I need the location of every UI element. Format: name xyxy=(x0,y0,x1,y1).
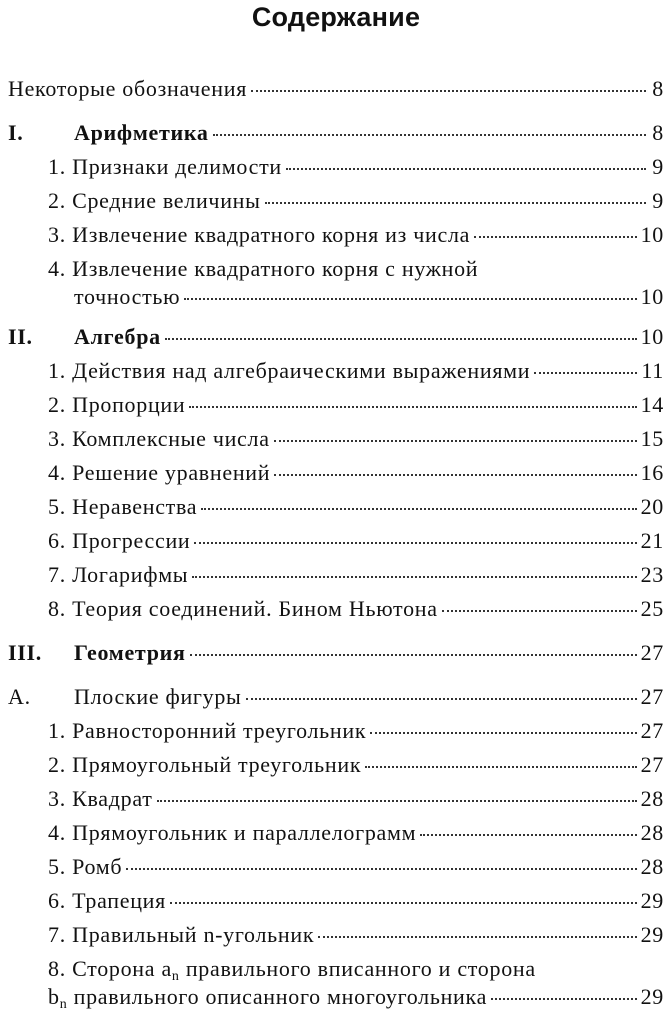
toc-entry[interactable] xyxy=(8,526,664,560)
toc-entry-label: 4. Решение уравнений xyxy=(48,460,271,485)
page-number: 9 xyxy=(652,188,664,213)
page-number: 23 xyxy=(640,562,664,587)
toc-entry-label: 6. Прогрессии xyxy=(48,528,191,553)
page-number: 29 xyxy=(640,922,664,947)
page-number: 28 xyxy=(640,820,664,845)
toc-entry-label: 4. Прямоугольник и параллелограмм xyxy=(48,820,417,845)
toc-entry-label: 5. Неравенства xyxy=(48,494,198,519)
part-numeral: II. xyxy=(8,324,33,349)
dot-leader xyxy=(246,698,637,700)
page-number: 9 xyxy=(652,154,664,179)
toc-entry-label: 2. Пропорции xyxy=(48,392,186,417)
dot-leader xyxy=(474,236,637,238)
toc-entry-label: 2. Средние величины xyxy=(48,188,261,213)
toc-entry-label: 2. Прямоугольный треугольник xyxy=(48,752,362,777)
toc-entry-label: точностью xyxy=(74,284,181,309)
page-number: 21 xyxy=(640,528,664,553)
page-number: 8 xyxy=(652,120,664,145)
dot-leader xyxy=(251,90,646,92)
toc-entry-label: 3. Комплексные числа xyxy=(48,426,270,451)
part-numeral: I. xyxy=(8,120,24,145)
toc-entry[interactable] xyxy=(8,492,664,526)
dot-leader xyxy=(274,440,637,442)
page-number: 28 xyxy=(640,786,664,811)
dot-leader xyxy=(126,868,636,870)
dot-leader xyxy=(165,338,637,340)
toc-entry-label: 7. Правильный n-угольник xyxy=(48,922,315,947)
page-number: 11 xyxy=(641,358,664,383)
toc-entry[interactable] xyxy=(8,886,664,920)
page-number: 27 xyxy=(640,640,664,665)
page-title: Содержание xyxy=(251,2,421,32)
toc-entry[interactable] xyxy=(8,716,664,750)
toc-entry-label: 8. Теория соединений. Бином Ньютона xyxy=(48,596,438,621)
page-number: 20 xyxy=(640,494,664,519)
page-number: 28 xyxy=(640,854,664,879)
toc-entry[interactable] xyxy=(8,852,664,886)
dot-leader xyxy=(274,474,636,476)
dot-leader xyxy=(157,800,637,802)
part-title: Арифметика xyxy=(74,120,209,145)
dot-leader xyxy=(365,766,636,768)
toc-entry[interactable] xyxy=(8,186,664,220)
toc-entry[interactable] xyxy=(8,152,664,186)
toc-entry-continuation[interactable] xyxy=(8,984,664,1016)
dot-leader xyxy=(170,902,637,904)
toc-entry[interactable] xyxy=(8,920,664,954)
dot-leader xyxy=(265,202,646,204)
toc-entry-label: 3. Квадрат xyxy=(48,786,153,811)
toc-entry[interactable] xyxy=(8,784,664,818)
toc-entry[interactable] xyxy=(8,750,664,784)
dot-leader xyxy=(491,998,637,1000)
dot-leader xyxy=(318,936,636,938)
dot-leader xyxy=(286,168,646,170)
toc-entry[interactable] xyxy=(8,390,664,424)
dot-leader xyxy=(420,834,636,836)
toc-entry[interactable] xyxy=(8,818,664,852)
dot-leader xyxy=(201,508,636,510)
toc-entry[interactable] xyxy=(8,220,664,254)
toc-entry-label: 3. Извлечение квадратного корня из числа xyxy=(48,222,471,247)
page-number: 29 xyxy=(640,888,664,913)
toc-entry-prelims[interactable] xyxy=(8,74,664,108)
toc-entry-label: $b_n$ правильного описанного многоугольника xyxy=(48,984,488,1012)
part-title: Алгебра xyxy=(74,324,161,349)
part-title: Геометрия xyxy=(74,640,186,665)
dot-leader xyxy=(192,576,636,578)
toc-entry[interactable] xyxy=(8,356,664,390)
toc-part-geometry[interactable] xyxy=(8,638,664,672)
dot-leader xyxy=(194,542,636,544)
dot-leader xyxy=(213,134,646,136)
toc-entry-continuation[interactable] xyxy=(8,284,664,316)
section-letter: A. xyxy=(8,684,31,709)
page-number: 10 xyxy=(640,222,664,247)
page-number: 27 xyxy=(640,752,664,777)
toc-entry[interactable] xyxy=(8,458,664,492)
dot-leader xyxy=(184,298,636,300)
toc-entry-label: 5. Ромб xyxy=(48,854,123,879)
section-title: Плоские фигуры xyxy=(74,684,242,709)
page-number: 27 xyxy=(640,718,664,743)
dot-leader xyxy=(370,732,636,734)
dot-leader xyxy=(190,654,637,656)
page-number: 25 xyxy=(640,596,664,621)
toc-entry-label: 1. Равносторонний треугольник xyxy=(48,718,367,743)
dot-leader xyxy=(442,610,637,612)
page-number: 16 xyxy=(640,460,664,485)
toc-part-algebra[interactable] xyxy=(8,322,664,356)
toc-entry[interactable] xyxy=(8,594,664,628)
page-number: 8 xyxy=(652,76,664,101)
toc-entry-first-line[interactable]: 4. Извлечение квадратного корня с нужной xyxy=(48,256,479,281)
toc-part-arithmetic[interactable] xyxy=(8,118,664,152)
page-number: 14 xyxy=(640,392,664,417)
toc-entry-label: 1. Признаки делимости xyxy=(48,154,282,179)
toc-entry-label: 7. Логарифмы xyxy=(48,562,189,587)
page-number: 29 xyxy=(640,984,664,1009)
toc-section-plane-figures[interactable] xyxy=(8,682,664,716)
dot-leader xyxy=(189,406,636,408)
toc-entry-label: Некоторые обозначения xyxy=(8,76,248,101)
toc-entry-first-line[interactable]: 8. Сторона $a_n$ правильного вписанного и сторона xyxy=(48,956,536,984)
toc-entry-label: 1. Действия над алгебраическими выражениями xyxy=(48,358,531,383)
page-number: 10 xyxy=(640,284,664,309)
dot-leader xyxy=(534,372,637,374)
page-number: 27 xyxy=(640,684,664,709)
part-numeral: III. xyxy=(8,640,42,665)
toc-entry[interactable] xyxy=(8,424,664,458)
toc-entry-label: 6. Трапеция xyxy=(48,888,166,913)
table-of-contents xyxy=(8,74,664,1016)
page-number: 15 xyxy=(640,426,664,451)
toc-entry[interactable] xyxy=(8,560,664,594)
page-number: 10 xyxy=(640,324,664,349)
